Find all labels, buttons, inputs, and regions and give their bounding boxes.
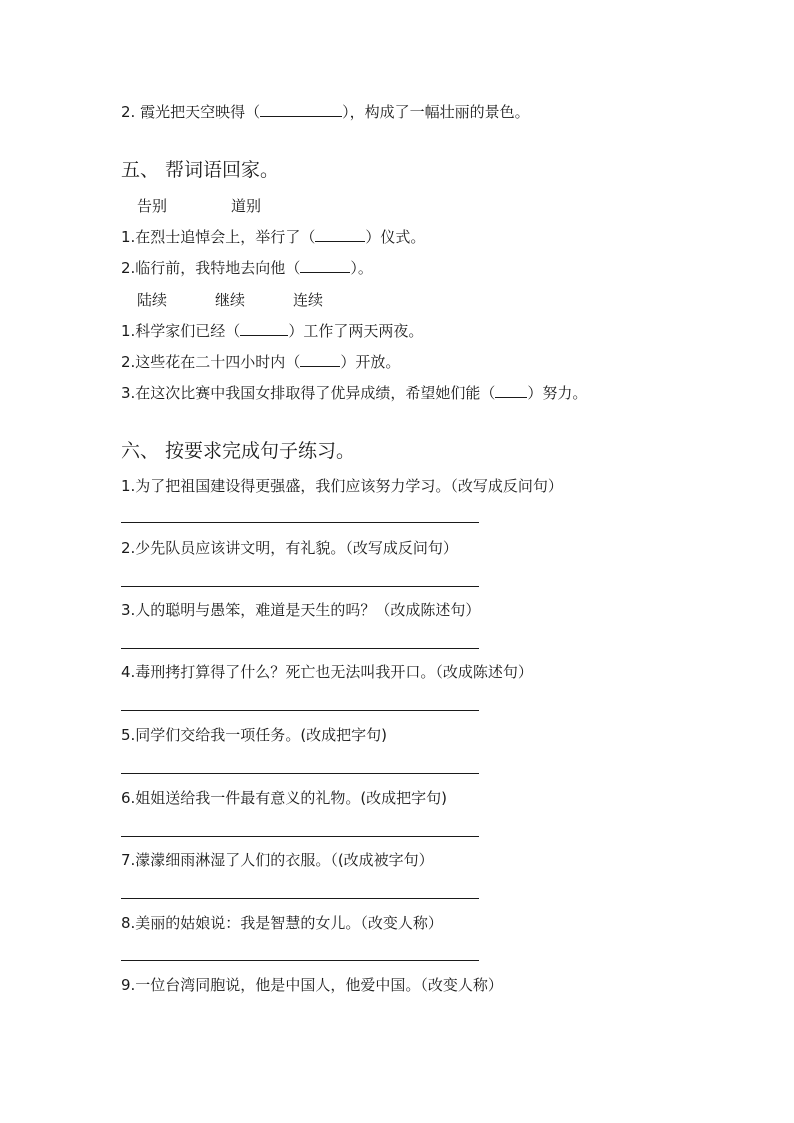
exercise-prompt: 7.濛濛细雨淋湿了人们的衣服。（(改成被字句） bbox=[121, 851, 434, 869]
section-heading: 五、 帮词语回家。 bbox=[121, 159, 280, 181]
exercise-prompt: 1.为了把祖国建设得更强盛，我们应该努力学习。（改写成反问句） bbox=[121, 477, 563, 495]
exercise-prompt: 8.美丽的姑娘说：我是智慧的女儿。（改变人称） bbox=[121, 914, 443, 932]
fill-in-item bbox=[121, 383, 587, 403]
answer-line[interactable] bbox=[121, 836, 479, 837]
word-choice: 连续 bbox=[293, 291, 324, 309]
item-text-before: 2.这些花在二十四小时内（ bbox=[121, 353, 301, 371]
fill-in-item bbox=[121, 227, 425, 247]
fill-in-item bbox=[121, 258, 373, 278]
answer-blank[interactable] bbox=[240, 321, 288, 336]
item-text-after: ）开放。 bbox=[340, 353, 401, 371]
answer-blank[interactable] bbox=[300, 258, 350, 273]
word-choices bbox=[137, 196, 261, 216]
answer-line[interactable] bbox=[121, 898, 479, 899]
answer-blank[interactable] bbox=[315, 227, 365, 242]
item-text-after: ）仪式。 bbox=[365, 228, 426, 246]
word-choice: 陆续 bbox=[137, 291, 168, 309]
item-text-before: 2.临行前，我特地去向他（ bbox=[121, 259, 301, 277]
item-text-after: ）工作了两天两夜。 bbox=[288, 322, 424, 340]
item-text-before: 1.在烈士追悼会上，举行了（ bbox=[121, 228, 316, 246]
answer-blank[interactable] bbox=[300, 352, 340, 367]
fill-in-item bbox=[121, 352, 400, 372]
item-text-after: ）。 bbox=[350, 259, 373, 277]
word-choice: 继续 bbox=[215, 291, 246, 309]
word-choice: 道别 bbox=[231, 197, 262, 215]
word-choice: 告别 bbox=[137, 197, 168, 215]
answer-blank[interactable] bbox=[260, 102, 342, 117]
exercise-prompt: 2.少先队员应该讲文明，有礼貌。（改写成反问句） bbox=[121, 539, 458, 557]
answer-blank[interactable] bbox=[495, 383, 527, 398]
item-text-before: 1.科学家们已经（ bbox=[121, 322, 241, 340]
item-text-before: 3.在这次比赛中我国女排取得了优异成绩，希望她们能（ bbox=[121, 384, 496, 402]
exercise-prompt: 6.姐姐送给我一件最有意义的礼物。(改成把字句) bbox=[121, 789, 448, 807]
answer-line[interactable] bbox=[121, 586, 479, 587]
item-text-before: 2. 霞光把天空映得（ bbox=[121, 103, 261, 121]
answer-line[interactable] bbox=[121, 710, 479, 711]
answer-line[interactable] bbox=[121, 960, 479, 961]
item-text-after: ）努力。 bbox=[527, 384, 588, 402]
exercise-prompt: 5.同学们交给我一项任务。(改成把字句) bbox=[121, 726, 388, 744]
fill-in-item bbox=[121, 102, 530, 122]
item-text-after: ），构成了一幅壮丽的景色。 bbox=[342, 103, 530, 121]
answer-line[interactable] bbox=[121, 648, 479, 649]
word-choices bbox=[137, 290, 323, 310]
section-heading: 六、 按要求完成句子练习。 bbox=[121, 440, 356, 462]
exercise-prompt: 9.一位台湾同胞说，他是中国人，他爱中国。（改变人称） bbox=[121, 976, 503, 994]
answer-line[interactable] bbox=[121, 773, 479, 774]
answer-line[interactable] bbox=[121, 522, 479, 523]
fill-in-item bbox=[121, 321, 423, 341]
exercise-prompt: 4.毒刑拷打算得了什么？死亡也无法叫我开口。（改成陈述句） bbox=[121, 663, 533, 681]
exercise-prompt: 3.人的聪明与愚笨，难道是天生的吗？（改成陈述句） bbox=[121, 601, 481, 619]
